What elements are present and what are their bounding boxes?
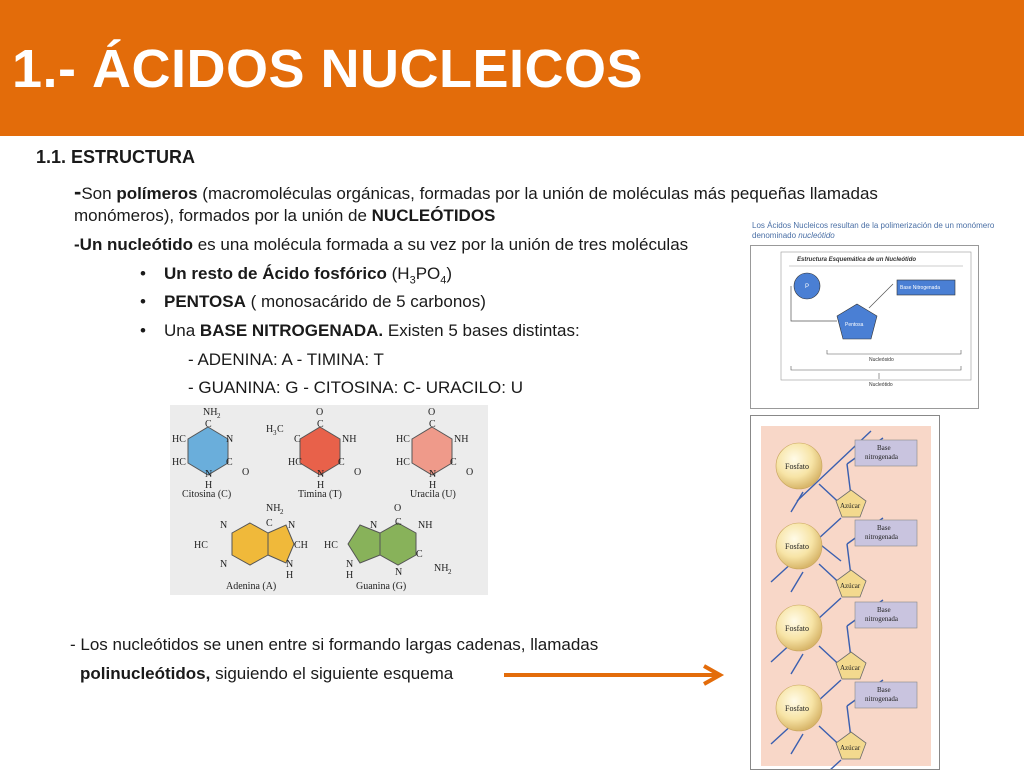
svg-text:C: C xyxy=(338,457,345,468)
svg-text:2: 2 xyxy=(280,508,284,516)
svg-text:C: C xyxy=(266,518,273,529)
svg-text:N: N xyxy=(317,469,325,480)
svg-text:N: N xyxy=(286,559,294,570)
uracila-label: Uracila (U) xyxy=(410,489,456,500)
svg-text:C: C xyxy=(395,517,402,528)
nitrogenada-label: nitrogenada xyxy=(865,533,899,541)
svg-text:C: C xyxy=(277,424,284,435)
svg-text:HC: HC xyxy=(324,540,338,551)
azucar-label: Azúcar xyxy=(840,582,861,590)
svg-text:HC: HC xyxy=(396,434,410,445)
svg-text:Pentosa: Pentosa xyxy=(845,322,864,328)
chain-line-2: polinucleótidos, siguiendo el siguiente esquema xyxy=(80,664,454,683)
molecules-svg xyxy=(170,405,488,595)
arrow-right-icon xyxy=(500,663,730,687)
svg-text:HC: HC xyxy=(194,540,208,551)
nitrogenada-label: nitrogenada xyxy=(865,453,899,461)
base-label: Base xyxy=(877,686,891,694)
svg-text:C: C xyxy=(416,549,423,560)
base-label: Base xyxy=(877,524,891,532)
bullet-base: • Una BASE NITROGENADA. Existen 5 bases distintas: xyxy=(140,321,580,340)
svg-text:NH: NH xyxy=(203,407,218,418)
polynucleotide-diagram xyxy=(750,415,940,770)
base-label: Base xyxy=(877,606,891,614)
guanina-ring-6 xyxy=(380,523,416,565)
svg-text:P: P xyxy=(805,284,810,290)
nucleotide-caption: Los Ácidos Nucleicos resultan de la polimerización de un monómero denominado nucleótido xyxy=(752,221,995,240)
fosfato-label: Fosfato xyxy=(785,624,809,633)
svg-text:O: O xyxy=(466,467,474,478)
svg-text:H: H xyxy=(286,570,294,581)
adenina-label: Adenina (A) xyxy=(226,581,277,592)
svg-text:O: O xyxy=(242,467,250,478)
svg-text:3: 3 xyxy=(273,429,277,437)
azucar-label: Azúcar xyxy=(840,744,861,752)
fosfato-label: Fosfato xyxy=(785,542,809,551)
svg-text:HC: HC xyxy=(288,457,302,468)
svg-text:C: C xyxy=(205,419,212,430)
svg-text:N: N xyxy=(220,559,228,570)
slide-title: 1.- ÁCIDOS NUCLEICOS xyxy=(12,39,644,99)
intro-line-1: -Son polímeros (macromoléculas orgánicas, formadas por la unión de moléculas más pequeñas llamadas xyxy=(74,179,878,204)
guanina-label: Guanina (G) xyxy=(356,581,407,592)
timina-ring xyxy=(300,427,340,475)
intro-line-3: -Un nucleótido es una molécula formada a su vez por la unión de tres moléculas xyxy=(74,235,689,254)
svg-text:Nucleótido: Nucleótido xyxy=(869,382,893,388)
svg-text:N: N xyxy=(226,434,234,445)
svg-text:NH: NH xyxy=(454,434,469,445)
azucar-label: Azúcar xyxy=(840,502,861,510)
svg-text:N: N xyxy=(220,520,228,531)
svg-text:H: H xyxy=(205,480,213,491)
svg-text:N: N xyxy=(205,469,213,480)
section-title: 1.1. ESTRUCTURA xyxy=(36,147,196,167)
intro-line-2: monómeros), formados por la unión de NUCLEÓTIDOS xyxy=(74,206,496,225)
citosina-label: Citosina (C) xyxy=(182,489,232,500)
bullet-pentose: • PENTOSA ( monosacárido de 5 carbonos) xyxy=(140,292,486,311)
svg-text:N: N xyxy=(288,520,296,531)
bullet-phosphate: • Un resto de Ácido fosfórico $(H_3PO_4)$ xyxy=(140,264,453,287)
timina-label: Timina (T) xyxy=(298,489,342,500)
svg-text:C: C xyxy=(294,434,301,445)
svg-text:NH: NH xyxy=(342,434,357,445)
svg-text:Estructura Esquemática de un N: Estructura Esquemática de un Nucleótido xyxy=(797,257,917,263)
title-bar xyxy=(0,0,1024,136)
svg-text:H: H xyxy=(266,424,274,435)
svg-text:NH: NH xyxy=(434,563,449,574)
chain-line-1: - Los nucleótidos se unen entre si formando largas cadenas, llamadas xyxy=(70,635,599,654)
svg-text:N: N xyxy=(395,567,403,578)
azucar-label: Azúcar xyxy=(840,664,861,672)
nitrogenada-label: nitrogenada xyxy=(865,695,899,703)
svg-text:2: 2 xyxy=(217,412,221,420)
svg-text:N: N xyxy=(346,559,354,570)
fosfato-label: Fosfato xyxy=(785,462,809,471)
adenina-ring-6 xyxy=(232,523,268,565)
svg-text:O: O xyxy=(394,503,402,514)
svg-text:2: 2 xyxy=(448,568,452,576)
svg-text:N: N xyxy=(370,520,378,531)
svg-text:H: H xyxy=(346,570,354,581)
base-label: Base xyxy=(877,444,891,452)
svg-text:HC: HC xyxy=(172,434,186,445)
svg-text:Base Nitrogenada: Base Nitrogenada xyxy=(900,285,941,291)
bases-line-1: - ADENINA: A - TIMINA: T xyxy=(188,350,384,369)
nucleotide-diagram xyxy=(750,245,979,409)
svg-text:Nucleósido: Nucleósido xyxy=(869,357,894,363)
nitrogenous-bases-figure xyxy=(170,405,488,595)
svg-text:HC: HC xyxy=(396,457,410,468)
svg-text:H: H xyxy=(429,480,437,491)
svg-text:C: C xyxy=(317,419,324,430)
svg-text:NH: NH xyxy=(266,503,281,514)
svg-text:N: N xyxy=(429,469,437,480)
uracila-ring xyxy=(412,427,452,475)
svg-text:O: O xyxy=(354,467,362,478)
svg-text:O: O xyxy=(428,407,436,418)
svg-text:C: C xyxy=(226,457,233,468)
svg-text:HC: HC xyxy=(172,457,186,468)
svg-text:C: C xyxy=(450,457,457,468)
svg-text:NH: NH xyxy=(418,520,433,531)
svg-text:C: C xyxy=(429,419,436,430)
nitrogenada-label: nitrogenada xyxy=(865,615,899,623)
svg-text:CH: CH xyxy=(294,540,308,551)
bases-line-2: - GUANINA: G - CITOSINA: C- URACILO: U xyxy=(188,378,523,397)
citosina-ring xyxy=(188,427,228,475)
svg-text:H: H xyxy=(317,480,325,491)
svg-text:O: O xyxy=(316,407,324,418)
fosfato-label: Fosfato xyxy=(785,704,809,713)
